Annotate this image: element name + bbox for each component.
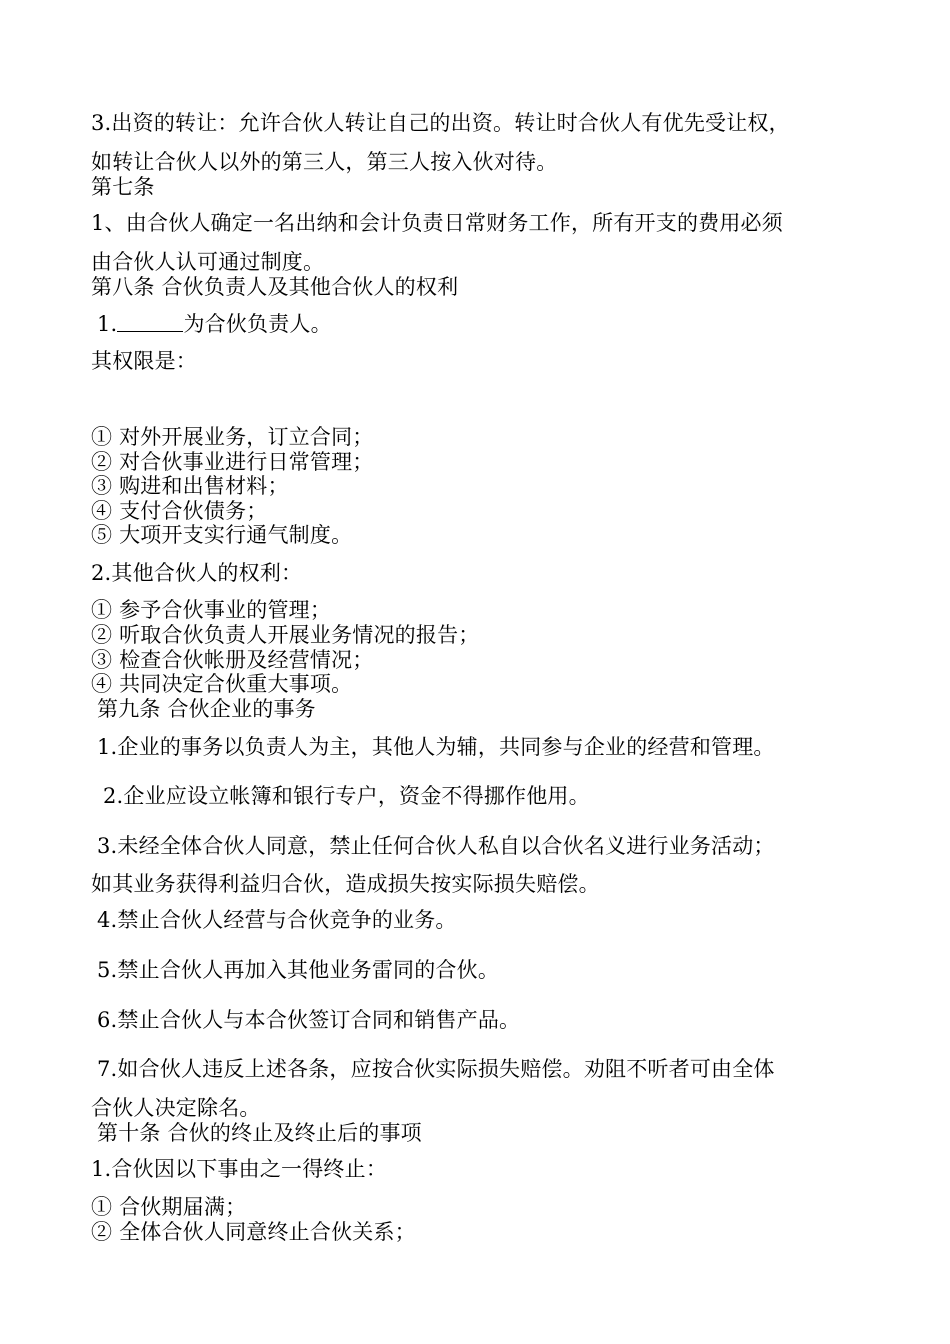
item-number: 1. [97,312,118,336]
article-10-item-1: 1.合伙因以下事由之一得终止： [91,1157,388,1181]
article-9-item-1: 1.企业的事务以负责人为主，其他人为辅，共同参与企业的经营和管理。 [97,735,775,759]
article-7-heading: 第七条 [91,175,155,199]
article-7-item-1-line-2: 由合伙人认可通过制度。 [91,250,325,274]
article-9-item-4: 4.禁止合伙人经营与合伙竞争的业务。 [97,908,457,932]
article-9-item-6: 6.禁止合伙人与本合伙签订合同和销售产品。 [97,1008,521,1032]
authority-item-2: ② 对合伙事业进行日常管理； [91,450,374,474]
rights-item-4: ④ 共同决定合伙重大事项。 [91,672,353,696]
rights-item-2: ② 听取合伙负责人开展业务情况的报告； [91,623,480,647]
termination-reason-1: ① 合伙期届满； [91,1195,247,1219]
termination-reason-2: ② 全体合伙人同意终止合伙关系； [91,1220,416,1244]
article-9-item-5: 5.禁止合伙人再加入其他业务雷同的合伙。 [97,958,500,982]
authority-item-5: ⑤ 大项开支实行通气制度。 [91,523,353,547]
article-9-item-2: 2.企业应设立帐簿和银行专户，资金不得挪作他用。 [103,784,590,808]
authority-heading: 其权限是： [91,349,197,373]
authority-item-1: ① 对外开展业务，订立合同； [91,425,374,449]
other-partners-rights-heading: 2.其他合伙人的权利： [91,561,303,585]
authority-item-3: ③ 购进和出售材料； [91,474,289,498]
article-9-heading: 第九条 合伙企业的事务 [97,697,316,721]
item-text: 为合伙负责人。 [183,312,332,336]
authority-item-4: ④ 支付合伙债务； [91,499,268,523]
article-9-item-3-line-1: 3.未经全体合伙人同意，禁止任何合伙人私自以合伙名义进行业务活动； [97,834,775,858]
clause-3-transfer-line-2: 如转让合伙人以外的第三人，第三人按入伙对待。 [91,150,558,174]
article-8-item-1 [97,312,332,336]
fill-in-blank [117,313,183,332]
rights-item-3: ③ 检查合伙帐册及经营情况； [91,648,374,672]
article-9-item-3-line-2: 如其业务获得利益归合伙，造成损失按实际损失赔偿。 [91,872,600,896]
article-8-heading: 第八条 合伙负责人及其他合伙人的权利 [91,275,459,299]
article-7-item-1-line-1: 1、由合伙人确定一名出纳和会计负责日常财务工作，所有开支的费用必须 [91,211,783,235]
article-10-heading: 第十条 合伙的终止及终止后的事项 [97,1121,422,1145]
article-9-item-7-line-1: 7.如合伙人违反上述各条，应按合伙实际损失赔偿。劝阻不听者可由全体 [97,1057,775,1081]
article-9-item-7-line-2: 合伙人决定除名。 [91,1096,261,1120]
clause-3-transfer-line-1: 3.出资的转让：允许合伙人转让自己的出资。转让时合伙人有优先受让权， [91,111,790,135]
rights-item-1: ① 参予合伙事业的管理； [91,598,332,622]
